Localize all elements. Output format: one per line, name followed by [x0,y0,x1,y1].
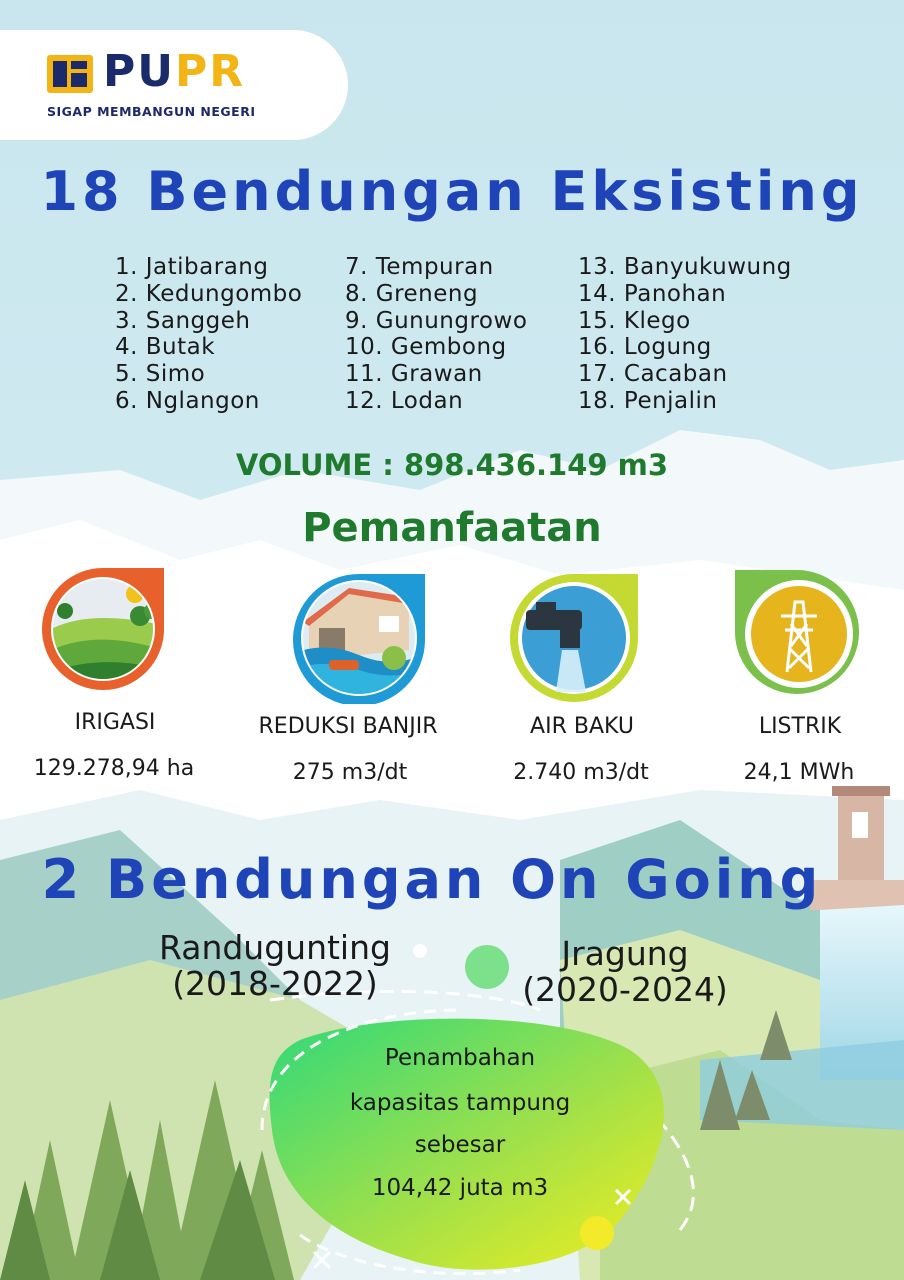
dam-item: 1. Jatibarang [115,254,269,280]
brand-name-part2: PR [174,46,246,97]
irrigation-field-icon [40,566,166,692]
dam-list-column-3 [578,254,792,415]
brand-name-part1: PU [103,46,175,97]
existing-dams-title: 18 Bendungan Eksisting [40,160,864,223]
benefit-label-irrigation: IRIGASI [74,710,156,735]
dam-item: 3. Sanggeh [115,307,251,334]
dam-item: 17. Cacaban [578,361,728,388]
dam-item: 2. Kedungombo [115,280,303,307]
dam-item: 8. Greneng [345,280,479,307]
benefits-title: Pemanfaatan [302,505,602,551]
benefit-value-electricity: 24,1 MWh [743,760,855,785]
benefit-label-raw-water: AIR BAKU [530,714,634,739]
dam-item: 6. Nglangon [115,387,260,414]
capacity-line-2: kapasitas tampung [349,1090,571,1116]
project-randugunting [120,930,430,1002]
dam-item: 5. Simo [115,361,206,388]
dam-list-column-1 [115,254,302,415]
project-years: (2020-2024) [522,970,728,1009]
water-faucet-icon [506,572,644,706]
capacity-line-3: sebesar [414,1132,506,1158]
brand-name [103,48,245,96]
benefit-label-electricity: LISTRIK [758,714,842,739]
dam-item: 16. Logung [578,334,712,361]
project-years: (2018-2022) [172,964,378,1003]
dam-item: 18. Penjalin [578,387,718,414]
brand-tagline: SIGAP MEMBANGUN NEGERI [47,104,256,119]
flood-house-icon [289,570,429,704]
dam-list-column-2 [345,254,527,415]
dam-item: 11. Grawan [345,361,483,388]
dam-item: 13. Banyukuwung [578,254,792,280]
pupr-logo-icon [47,55,93,93]
dam-item: 14. Panohan [578,280,727,307]
project-name: Randugunting [159,928,391,967]
dam-item: 10. Gembong [345,334,507,361]
benefit-value-raw-water: 2.740 m3/dt [513,760,649,785]
dam-item: 12. Lodan [345,387,464,414]
project-name: Jragung [561,934,689,973]
dam-item: 4. Butak [115,334,216,361]
capacity-line-1: Penambahan [384,1045,536,1071]
benefit-value-flood-reduction: 275 m3/dt [292,760,408,785]
benefit-value-irrigation: 129.278,94 ha [33,756,195,781]
dam-item: 7. Tempuran [345,254,494,280]
power-tower-icon [735,568,861,698]
dam-item: 9. Gunungrowo [345,307,528,334]
capacity-value: 104,42 juta m3 [371,1175,549,1201]
project-jragung [490,936,760,1008]
ongoing-dams-title: 2 Bendungan On Going [41,848,823,911]
dam-item: 15. Klego [578,307,691,334]
benefit-label-flood-reduction: REDUKSI BANJIR [258,714,438,739]
total-volume: VOLUME : 898.436.149 m3 [235,448,669,482]
